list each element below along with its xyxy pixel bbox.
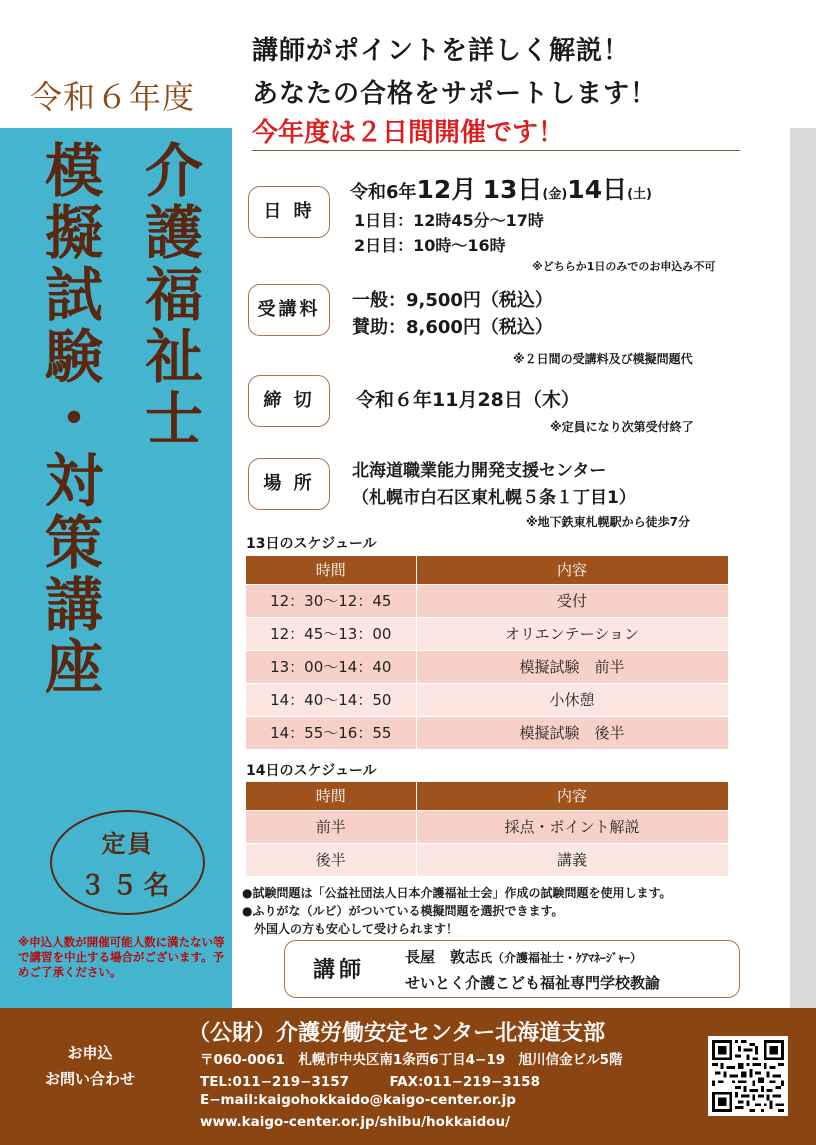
schedule1-time: 12：30～12：45 bbox=[246, 584, 416, 617]
phone-fax: TEL:011−219−3157 FAX:011−219−3158 bbox=[200, 1074, 540, 1090]
schedule2-header-time: 時間 bbox=[246, 782, 416, 810]
schedule1-header-time: 時間 bbox=[246, 556, 416, 584]
date-label: 日 時 bbox=[248, 186, 330, 238]
schedule2-table bbox=[246, 782, 729, 876]
title-column-1: 介護福祉士 bbox=[135, 140, 203, 450]
date-weekday2: (土) bbox=[627, 187, 652, 202]
schedule1-title: 13日のスケジュール bbox=[246, 536, 377, 552]
organization-address: 〒060-0061 札幌市中央区南1条西6丁目4−19 旭川信金ビル5階 bbox=[200, 1052, 623, 1068]
venue-note: ※地下鉄東札幌駅から徒歩7分 bbox=[526, 515, 691, 529]
contact-label bbox=[30, 1040, 150, 1093]
lecturer-title: 氏（介護福祉士・ｹｱﾏﾈｰｼﾞｬｰ） bbox=[480, 951, 643, 965]
schedule1-header-content: 内容 bbox=[416, 556, 728, 584]
venue-label: 場 所 bbox=[248, 458, 330, 510]
deadline-note: ※定員になり次第受付終了 bbox=[550, 420, 694, 434]
fee-general: 一般：9,500円（税込） bbox=[352, 290, 553, 311]
schedule1-time: 12：45～13：00 bbox=[246, 617, 416, 650]
schedule1-content: 模擬試験 前半 bbox=[416, 650, 728, 683]
note-foreigners: 外国人の方も安心して受けられます！ bbox=[242, 922, 459, 936]
schedule2-content: 採点・ポイント解説 bbox=[416, 810, 728, 843]
table-row bbox=[246, 617, 728, 650]
qr-code-icon[interactable] bbox=[708, 1036, 788, 1116]
table-row bbox=[246, 843, 728, 876]
deadline-label: 締 切 bbox=[248, 375, 330, 427]
schedule1-content: 小休憩 bbox=[416, 683, 728, 716]
schedule2-content: 講義 bbox=[416, 843, 728, 876]
organization-name: （公財）介護労働安定センター北海道支部 bbox=[188, 1021, 606, 1046]
table-row bbox=[246, 683, 728, 716]
fee-label: 受講料 bbox=[248, 284, 330, 336]
headline-2: あなたの合格をサポートします！ bbox=[252, 79, 658, 109]
schedule2-time: 前半 bbox=[246, 810, 416, 843]
schedule1-content: 模擬試験 後半 bbox=[416, 716, 728, 749]
date-day2: 14日 bbox=[567, 175, 628, 204]
title-column-2: 模擬試験・対策講座 bbox=[35, 140, 103, 698]
table-row bbox=[246, 584, 728, 617]
lecturer-name-line bbox=[405, 946, 642, 967]
fee-supporter: 賛助：8,600円（税込） bbox=[352, 317, 553, 338]
date-note: ※どちらか1日のみでのお申込み不可 bbox=[532, 260, 716, 273]
schedule2-title: 14日のスケジュール bbox=[246, 763, 377, 779]
date-weekday1: (金) bbox=[542, 187, 568, 202]
date-day1: 13日 bbox=[482, 175, 543, 204]
lecturer-box bbox=[284, 940, 740, 998]
lecturer-school: せいとく介護こども福祉専門学校教諭 bbox=[405, 974, 661, 992]
capacity-badge bbox=[50, 810, 205, 915]
table-row bbox=[246, 810, 728, 843]
deadline-value: 令和６年11月28日（木） bbox=[356, 389, 580, 411]
lecturer-label: 講師 bbox=[313, 958, 366, 983]
email-address: E−mail:kaigohokkaido@kaigo-center.or.jp bbox=[200, 1092, 516, 1108]
date-main bbox=[350, 170, 652, 206]
note-exam-source: ●試験問題は「公益社団法人日本介護福祉士会」作成の試験問題を使用します。 bbox=[242, 886, 672, 900]
schedule1-table bbox=[246, 556, 729, 749]
table-row bbox=[246, 650, 728, 683]
note-furigana: ●ふりがな（ルビ）がついている模擬問題を選択できます。 bbox=[242, 904, 564, 918]
venue-address: （札幌市白石区東札幌５条１丁目1） bbox=[352, 488, 636, 508]
schedule1-time: 14：55～16：55 bbox=[246, 716, 416, 749]
contact-label-line1: お申込 bbox=[67, 1044, 113, 1062]
lecturer-name: 長屋 敦志 bbox=[405, 948, 481, 966]
venue-name: 北海道職業能力開発支援センター bbox=[352, 461, 607, 481]
schedule2-time: 後半 bbox=[246, 843, 416, 876]
headline-1: 講師がポイントを詳しく解説！ bbox=[252, 36, 631, 66]
date-day2-time: 2日目：10時～16時 bbox=[354, 236, 506, 255]
capacity-label: 定員 bbox=[101, 830, 154, 858]
website-link[interactable]: www.kaigo-center.or.jp/shibu/hokkaidou/ bbox=[200, 1114, 511, 1130]
schedule2-header-content: 内容 bbox=[416, 782, 728, 810]
cancellation-note: ※申込人数が開催可能人数に満たない等で講習を中止する場合がございます。予めご了承ください。 bbox=[18, 935, 225, 979]
notes-list bbox=[242, 884, 672, 938]
year-label: 令和６年度 bbox=[30, 78, 196, 116]
date-day1-time: 1日目：12時45分～17時 bbox=[354, 211, 544, 230]
right-gray-strip bbox=[790, 128, 816, 1008]
date-month: 12月 bbox=[416, 175, 477, 204]
contact-label-line2: お問い合わせ bbox=[44, 1070, 135, 1089]
headline-3: 今年度は２日間開催です！ bbox=[252, 118, 565, 148]
footer bbox=[0, 1008, 816, 1145]
schedule1-content: 受付 bbox=[416, 584, 728, 617]
fee-note: ※２日間の受講料及び模擬問題代 bbox=[513, 352, 693, 366]
date-prefix: 令和6年 bbox=[350, 182, 417, 203]
capacity-value: ３５名 bbox=[79, 871, 176, 901]
table-row bbox=[246, 716, 728, 749]
schedule1-time: 13：00～14：40 bbox=[246, 650, 416, 683]
schedule1-time: 14：40～14：50 bbox=[246, 683, 416, 716]
schedule1-content: オリエンテーション bbox=[416, 617, 728, 650]
header-divider bbox=[252, 150, 740, 151]
